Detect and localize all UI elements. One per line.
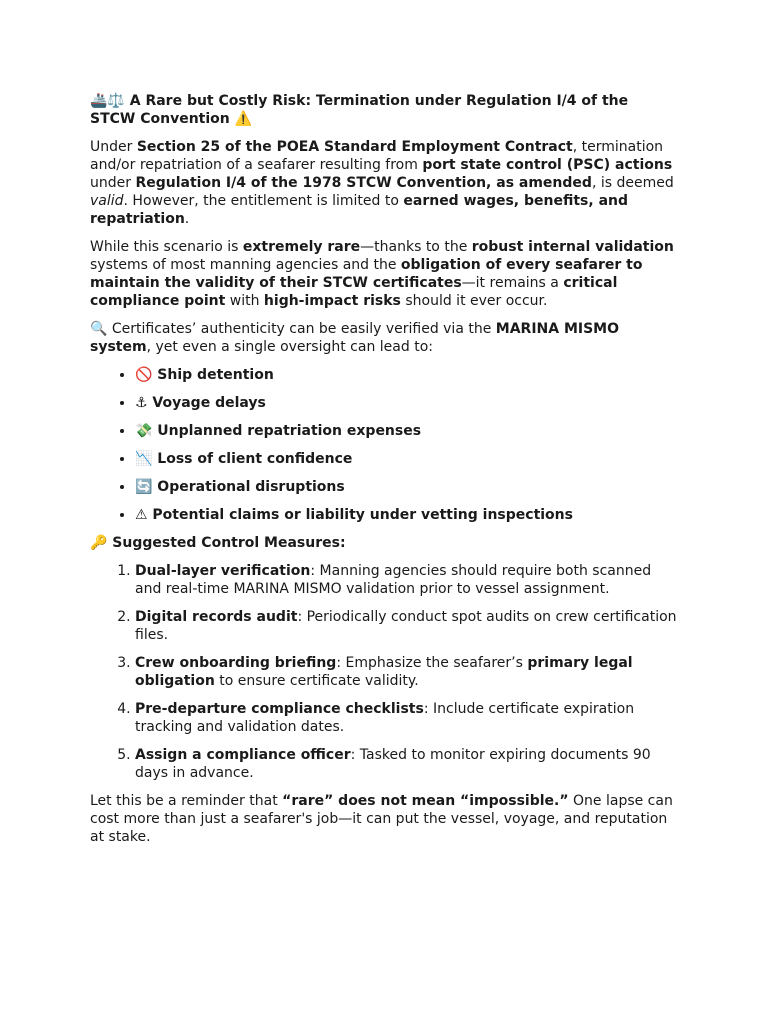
- measures-list: [90, 562, 678, 782]
- measure-text: to ensure certificate validity.: [214, 673, 419, 689]
- text: —it remains a: [461, 275, 564, 291]
- bold-text: primary legal obligation: [135, 655, 633, 689]
- text: systems of most manning agencies and the: [90, 257, 401, 273]
- impact-list: [90, 366, 678, 524]
- measure-item: [135, 700, 678, 736]
- bold-text: MARINA MISMO system: [90, 321, 620, 355]
- text: .: [184, 211, 190, 227]
- bold-text: extremely rare: [242, 239, 361, 255]
- text: , termination and/or repatriation of a seafarer resulting from: [90, 139, 664, 173]
- text: 🔍 Certificates’ authenticity can be easily verified via the: [90, 321, 496, 337]
- list-item: • 🚫 Ship detention: [135, 366, 678, 384]
- list-item: • ⚠ Potential claims or liability under vetting inspections: [135, 506, 678, 524]
- document-title: 🚢⚖️ A Rare but Costly Risk: Termination under Regulation I/4 of the STCW Convention ⚠️: [90, 93, 629, 127]
- bold-text: high-impact risks: [263, 293, 401, 309]
- measure-label: Assign a compliance officer: [135, 747, 351, 763]
- paragraph-rarity: [90, 238, 678, 310]
- measure-label: Crew onboarding briefing: [135, 655, 337, 671]
- text: One lapse can cost more than just a seafarer's job—it can put the vessel, voyage, and reputation at stake.: [90, 793, 673, 845]
- text: —thanks to the: [360, 239, 472, 255]
- paragraph-contract-basis: [90, 138, 678, 228]
- measure-text: : Manning agencies should require both scanned and real-time MARINA MISMO validation prior to vessel assignment.: [135, 563, 652, 597]
- measure-text: : Emphasize the seafarer’s: [336, 655, 528, 671]
- bold-text: Section 25 of the POEA Standard Employment Contract: [136, 139, 573, 155]
- list-item: • 💸 Unplanned repatriation expenses: [135, 422, 678, 440]
- bold-text: robust internal validation: [471, 239, 674, 255]
- list-item: • 🔄 Operational disruptions: [135, 478, 678, 496]
- measure-text: : Tasked to monitor expiring documents 90 days in advance.: [135, 747, 651, 781]
- measure-label: Pre-departure compliance checklists: [135, 701, 424, 717]
- text: . However, the entitlement is limited to: [123, 193, 404, 209]
- bold-text: critical compliance point: [90, 275, 618, 309]
- measure-item: [135, 562, 678, 598]
- bold-text: earned wages, benefits, and repatriation: [90, 193, 629, 227]
- paragraph-closing: [90, 792, 678, 846]
- measure-label: Dual-layer verification: [135, 563, 311, 579]
- text: , yet even a single oversight can lead to:: [146, 339, 433, 355]
- list-item: • ⚓ Voyage delays: [135, 394, 678, 412]
- text: Under: [90, 139, 137, 155]
- measure-text: : Periodically conduct spot audits on crew certification files.: [135, 609, 677, 643]
- text: should it ever occur.: [400, 293, 548, 309]
- measure-label: Digital records audit: [135, 609, 298, 625]
- text: Let this be a reminder that: [90, 793, 283, 809]
- text: under: [90, 175, 136, 191]
- measure-item: [135, 746, 678, 782]
- text: , is deemed: [591, 175, 674, 191]
- text: with: [225, 293, 264, 309]
- bold-text: Regulation I/4 of the 1978 STCW Convention, as amended: [135, 175, 592, 191]
- measure-item: [135, 608, 678, 644]
- measure-text: : Include certificate expiration tracking and validation dates.: [135, 701, 635, 735]
- bold-text: obligation of every seafarer to maintain the validity of their STCW certificates: [90, 257, 643, 291]
- italic-text: valid: [90, 193, 124, 209]
- list-item: • 📉 Loss of client confidence: [135, 450, 678, 468]
- bold-text: port state control (PSC) actions: [422, 157, 673, 173]
- bold-text: “rare” does not mean “impossible.”: [282, 793, 569, 809]
- measure-item: [135, 654, 678, 690]
- text: While this scenario is: [90, 239, 243, 255]
- measures-heading: 🔑 Suggested Control Measures:: [90, 535, 346, 551]
- paragraph-verification: [90, 320, 678, 356]
